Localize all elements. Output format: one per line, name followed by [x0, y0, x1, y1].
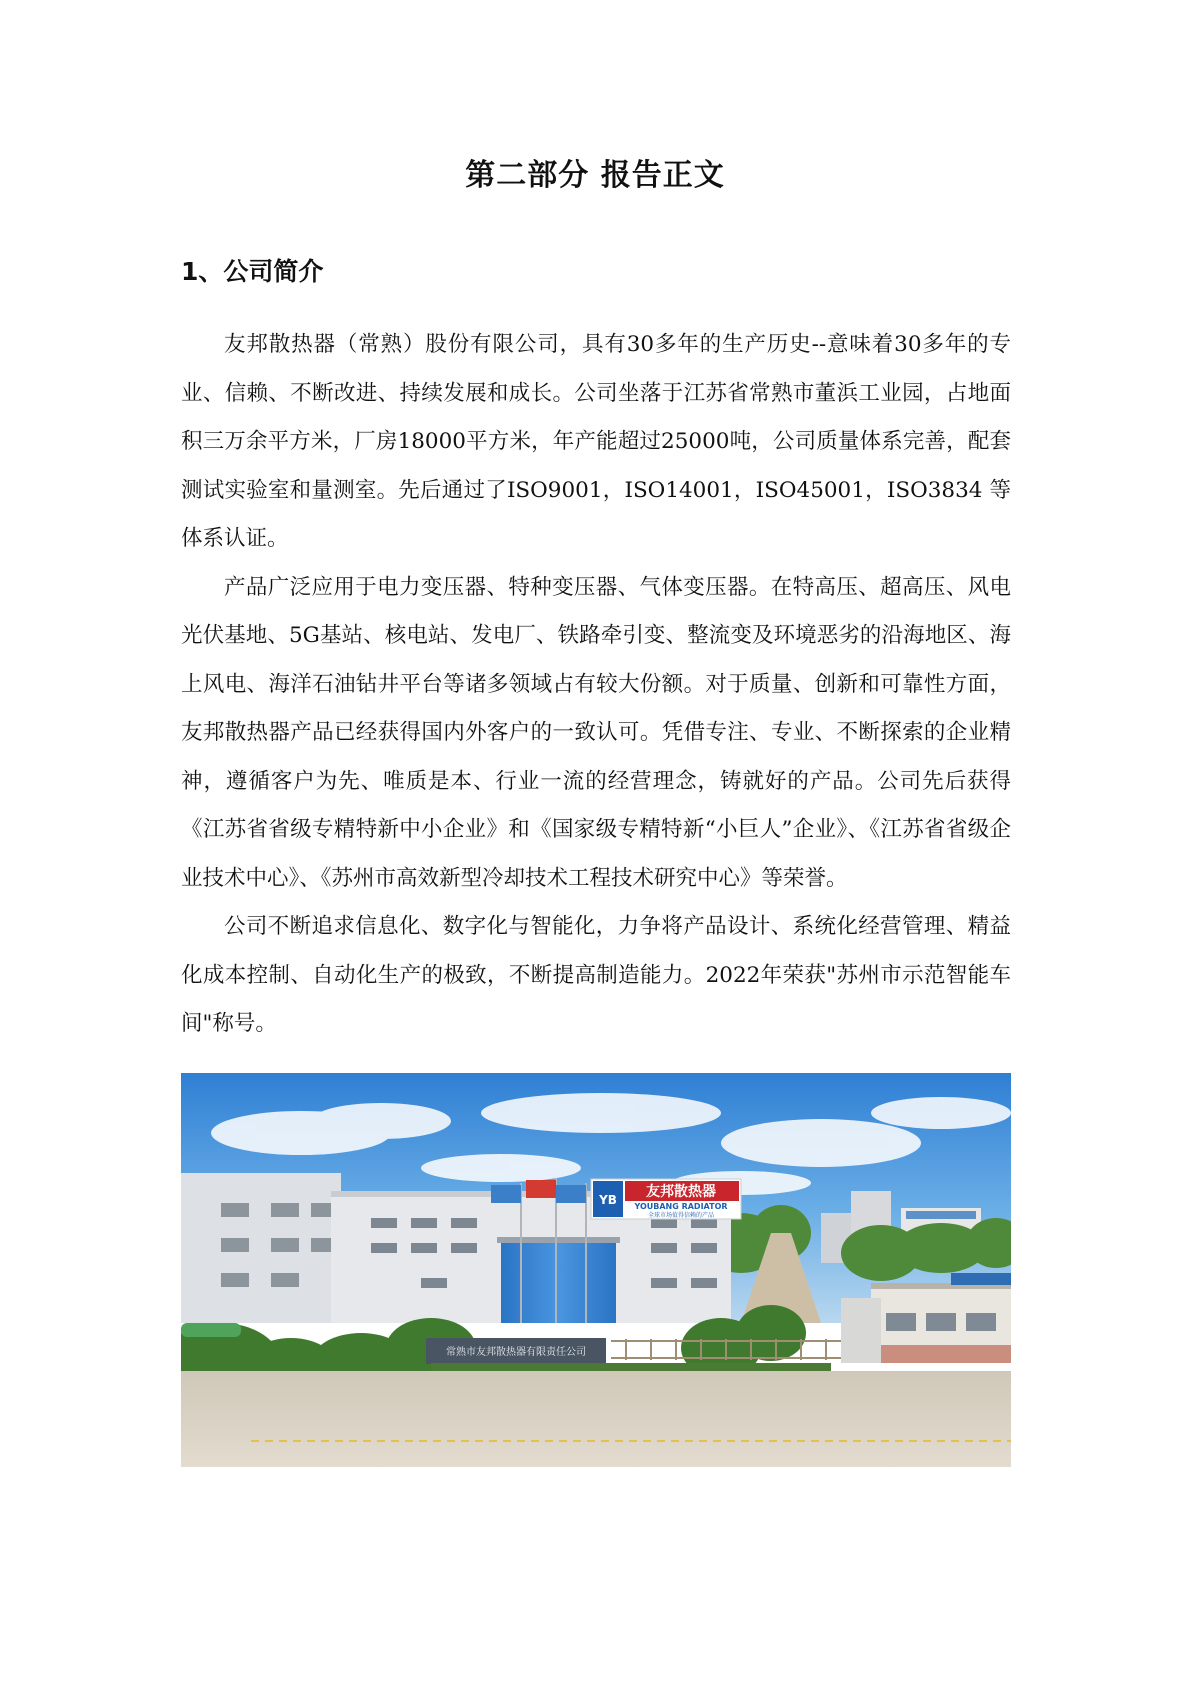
right-building-windows [886, 1313, 996, 1331]
body-text [181, 321, 1011, 1049]
flag-blue-left [491, 1185, 521, 1203]
sign-slogan-text: 全球市场值得信赖的产品 [647, 1212, 715, 1219]
page-title: 第二部分 报告正文 [465, 158, 725, 193]
flag-blue-right [556, 1185, 586, 1203]
guard-house [841, 1298, 881, 1363]
factory-illustration [181, 1073, 1011, 1467]
sign-english-text: YOUBANG RADIATOR [634, 1202, 728, 1211]
door-frame [497, 1237, 620, 1243]
ground [181, 1371, 1011, 1467]
factory-photo [181, 1073, 1011, 1467]
sliding-gate [611, 1339, 841, 1360]
paragraph-intro: 友邦散热器（常熟）股份有限公司，具有30多年的生产历史--意味着30多年的专业、信赖、不断改进、持续发展和成长。公司坐落于江苏省常熟市董浜工业园，占地面积三万余平方米，厂房18000平方米，年产能超过25000吨，公司质量体系完善，配套测试实验室和量测室。先后通过了ISO9001，ISO14001，ISO45001，ISO3834 等体系认证。 [181, 332, 1011, 551]
factory-door [501, 1241, 616, 1323]
company-sign [591, 1179, 741, 1219]
paragraph-intelligence: 公司不断追求信息化、数字化与智能化，力争将产品设计、系统化经营管理、精益化成本控制、自动化生产的极致，不断提高制造能力。2022年荣获"苏州市示范智能车间"称号。 [181, 914, 1011, 1036]
flag-red [526, 1180, 556, 1198]
sign-logo: YB [599, 1193, 617, 1207]
sign-main-text: 友邦散热器 [646, 1184, 716, 1200]
right-building-base [871, 1345, 1011, 1363]
gate-plaque: 常熟市友邦散热器有限责任公司 [446, 1347, 586, 1358]
section-heading: 1、公司简介 [181, 257, 324, 286]
far-building-blue [906, 1211, 976, 1219]
paragraph-products: 产品广泛应用于电力变压器、特种变压器、气体变压器。在特高压、超高压、风电光伏基地、5G基站、核电站、发电厂、铁路牵引变、整流变及环境恶劣的沿海地区、海上风电、海洋石油钻井平台等诸多领域占有较大份额。对于质量、创新和可靠性方面，友邦散热器产品已经获得国内外客户的一致认可。凭借专注、专业、不断探索的企业精神，遵循客户为先、唯质是本、行业一流的经营理念，铸就好的产品。公司先后获得《江苏省省级专精特新中小企业》和《国家级专精特新“小巨人”企业》、《江苏省省级企业技术中心》、《苏州市高效新型冷却技术工程技术研究中心》等荣誉。 [181, 574, 1011, 891]
green-pipe [181, 1323, 241, 1337]
blue-roof-shed [951, 1273, 1011, 1285]
